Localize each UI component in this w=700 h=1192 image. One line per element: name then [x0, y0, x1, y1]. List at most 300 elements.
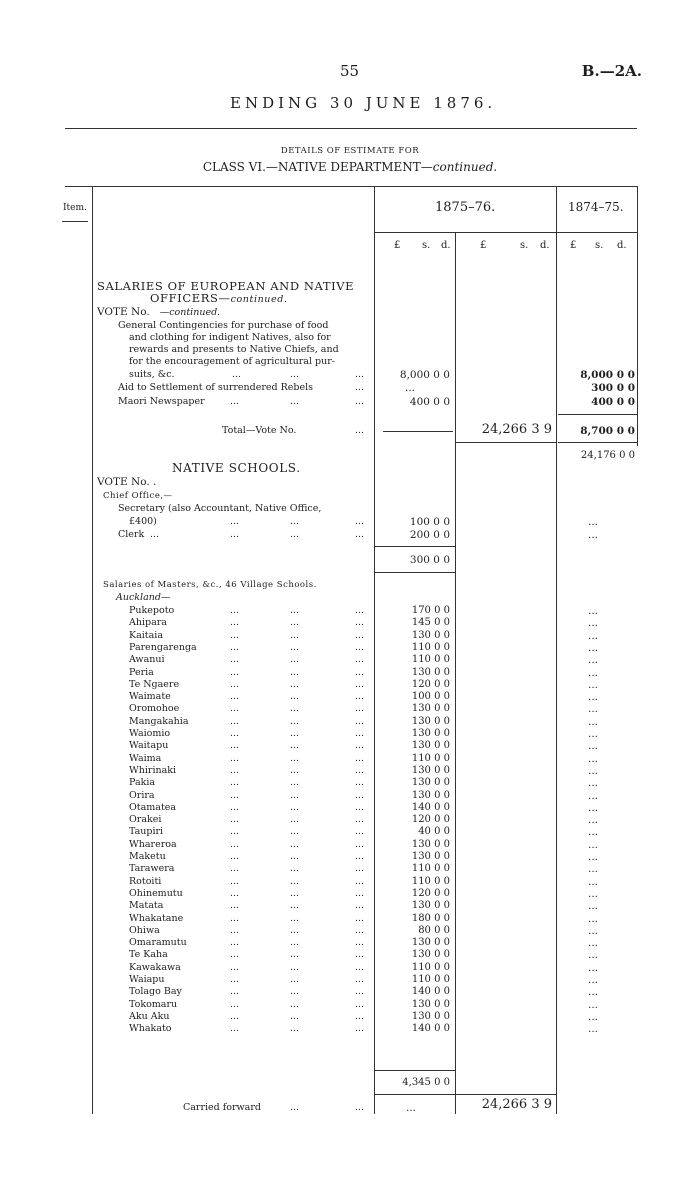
- carried-forward-mid: ...: [406, 1102, 417, 1114]
- leader-dots: ...: [290, 961, 300, 973]
- school-amount: 40 0 0: [418, 826, 450, 838]
- general-contingencies-line: for the encouragement of agricultural pur-: [129, 356, 335, 367]
- school-name: Whirinaki: [129, 764, 177, 776]
- school-amount: 110 0 0: [411, 875, 450, 887]
- prev-year-dots: ...: [588, 629, 599, 642]
- leader-dots: ...: [230, 777, 240, 789]
- school-name: Te Ngaere: [129, 678, 180, 690]
- current-year-header: 1875–76.: [435, 200, 496, 215]
- school-name: Waima: [129, 752, 162, 764]
- school-name: Tarawera: [129, 863, 175, 875]
- office-subtotal-rule: [375, 546, 455, 547]
- period-ending: ENDING 30 JUNE 1876.: [230, 94, 497, 112]
- aid-to-settlement-label: Aid to Settlement of surrendered Rebels: [118, 382, 314, 393]
- leader-dots: ...: [355, 924, 365, 936]
- prev-year-dots: ...: [588, 789, 599, 802]
- school-name: Taupiri: [129, 826, 164, 838]
- secretary-amount: 100 0 0: [409, 516, 450, 528]
- leader-dots: ...: [355, 887, 365, 899]
- vote-number: VOTE No. —continued.: [97, 306, 221, 318]
- document-reference: B.—2A.: [581, 62, 642, 80]
- school-amount: 130 0 0: [411, 666, 450, 678]
- school-name: Mangakahia: [129, 715, 189, 727]
- leader-dots: ...: [290, 1010, 300, 1022]
- leader-dots: ...: [355, 961, 365, 973]
- leader-dots: ...: [290, 937, 300, 949]
- newspaper-amount: 400 0 0: [409, 396, 450, 408]
- leader-dots: ...: [230, 529, 240, 540]
- leader-dots: ...: [230, 924, 240, 936]
- pence-header: d.: [441, 240, 451, 251]
- school-name: Waimate: [129, 691, 171, 703]
- leader-dots: ...: [230, 641, 240, 653]
- leader-dots: ...: [290, 715, 300, 727]
- school-name: Omaramutu: [129, 937, 187, 949]
- total-vote-label: Total—Vote No.: [222, 425, 297, 436]
- office-subtotal-amount: 300 0 0: [409, 554, 450, 566]
- school-name: Rotoiti: [129, 875, 162, 887]
- pence-header: d.: [540, 240, 550, 251]
- school-name: Kaitaia: [129, 629, 163, 641]
- leader-dots: ...: [355, 900, 365, 912]
- prev-year-dots: ...: [588, 752, 599, 765]
- prev-year-dots: ...: [588, 703, 599, 716]
- leader-dots: ...: [230, 740, 240, 752]
- leader-dots: ...: [290, 801, 300, 813]
- class-heading: CLASS VI.—NATIVE DEPARTMENT—continued.: [202, 160, 498, 174]
- leader-dots: ...: [230, 1010, 240, 1022]
- leader-dots: ...: [290, 949, 300, 961]
- table-top-rule: [65, 186, 637, 187]
- leader-dots: ...: [290, 1102, 300, 1113]
- school-name: Otamatea: [129, 801, 177, 813]
- leader-dots: ...: [230, 396, 240, 407]
- prev-year-dots: ...: [588, 605, 599, 617]
- amount-column-rule: [374, 186, 375, 1114]
- prev-year-dots: ...: [588, 961, 599, 974]
- prev-year-dots: ...: [588, 838, 599, 851]
- leader-dots: ...: [230, 752, 240, 764]
- leader-dots: ...: [290, 851, 300, 862]
- shilling-header: s.: [422, 240, 431, 251]
- leader-dots: ...: [230, 715, 240, 727]
- shilling-header: s.: [520, 240, 529, 251]
- masters-salaries-heading: Salaries of Masters, &c., 46 Village Schools.: [103, 580, 317, 590]
- school-name: Matata: [129, 900, 164, 912]
- carried-forward-label: Carried forward: [183, 1102, 261, 1113]
- school-name: Ohiwa: [129, 924, 160, 936]
- leader-dots: ...: [230, 703, 240, 715]
- leader-dots: ...: [355, 937, 365, 949]
- pound-header: £: [394, 240, 401, 251]
- general-contingencies-line: and clothing for indigent Natives, also for: [129, 332, 331, 343]
- prev-year-dots: ...: [588, 666, 599, 679]
- school-name: Waiomio: [129, 728, 171, 739]
- leader-dots: ...: [355, 1010, 365, 1022]
- prev-year-dots: ...: [588, 740, 599, 753]
- school-name: Awanui: [129, 654, 165, 666]
- leader-dots: ...: [355, 801, 365, 813]
- leader-dots: ...: [355, 516, 365, 527]
- school-name: Whareroa: [129, 838, 177, 850]
- shilling-header: s.: [595, 240, 604, 251]
- prev-year-dots: ...: [588, 912, 599, 925]
- leader-dots: ...: [290, 912, 300, 924]
- leader-dots: ...: [355, 605, 365, 616]
- leader-dots: ...: [230, 1023, 240, 1035]
- leader-dots: ...: [355, 529, 365, 540]
- school-amount: 140 0 0: [411, 986, 450, 998]
- leader-dots: ...: [290, 777, 300, 789]
- prev-year-dots: ...: [588, 764, 599, 777]
- prev-year-dots: ...: [588, 826, 599, 839]
- school-name: Peria: [129, 666, 154, 678]
- leader-dots: ...: [290, 752, 300, 764]
- school-name: Waitapu: [129, 740, 169, 752]
- leader-dots: ...: [230, 764, 240, 776]
- leader-dots: ...: [355, 666, 365, 678]
- prev-year-dots: ...: [588, 974, 599, 986]
- school-amount: 110 0 0: [411, 961, 450, 973]
- schools-subtotal-underline: [375, 1094, 455, 1095]
- school-amount: 130 0 0: [411, 740, 450, 752]
- school-name: Pakia: [129, 777, 156, 789]
- leader-dots: ...: [355, 875, 365, 887]
- leader-dots: ...: [290, 998, 300, 1010]
- school-amount: 180 0 0: [411, 912, 450, 924]
- school-amount: 130 0 0: [411, 851, 450, 862]
- prev-year-dots: ...: [588, 641, 599, 654]
- prev-year-dots: ...: [588, 875, 599, 888]
- prev-year-dots: ...: [588, 777, 599, 790]
- prev-year-dots: ...: [588, 1023, 599, 1036]
- school-name: Oromohoe: [129, 703, 180, 715]
- previous-year-header: 1874–75.: [568, 200, 624, 214]
- leader-dots: ...: [290, 617, 300, 629]
- prev-year-dots: ...: [588, 998, 599, 1011]
- leader-dots: ...: [230, 961, 240, 973]
- school-name: Tolago Bay: [129, 986, 182, 998]
- pound-header: £: [480, 240, 487, 251]
- school-amount: 120 0 0: [411, 887, 450, 899]
- office-subtotal-underline: [375, 572, 455, 573]
- leader-dots: ...: [230, 900, 240, 912]
- leader-dots: ...: [230, 629, 240, 641]
- schools-subtotal-rule: [375, 1070, 455, 1071]
- school-amount: 170 0 0: [411, 605, 450, 616]
- clerk-label: Clerk: [118, 529, 145, 540]
- leader-dots: ...: [355, 838, 365, 850]
- school-amount: 120 0 0: [411, 814, 450, 826]
- leader-dots: ...: [230, 949, 240, 961]
- prev-year-dots: ...: [588, 529, 599, 541]
- leader-dots: ...: [230, 912, 240, 924]
- leader-dots: ...: [355, 814, 365, 826]
- leader-dots: ...: [230, 986, 240, 998]
- year-underline: [375, 232, 556, 233]
- leader-dots: ...: [230, 617, 240, 629]
- leader-dots: ...: [230, 887, 240, 899]
- leader-dots: ...: [290, 838, 300, 850]
- school-amount: 80 0 0: [418, 924, 450, 936]
- prev-year-left-rule: [556, 186, 557, 1114]
- school-amount: 130 0 0: [411, 764, 450, 776]
- details-heading: DETAILS OF ESTIMATE FOR: [280, 146, 420, 156]
- leader-dots: ...: [355, 629, 365, 641]
- general-contingencies-amount: 8,000 0 0: [399, 369, 450, 381]
- school-name: Kawakawa: [129, 961, 181, 973]
- leader-dots: ...: [355, 777, 365, 789]
- leader-dots: ...: [355, 949, 365, 961]
- prev-year-dots: ...: [588, 678, 599, 691]
- prev-year-dots: ...: [588, 728, 599, 740]
- leader-dots: ...: [290, 764, 300, 776]
- school-amount: 140 0 0: [411, 801, 450, 813]
- leader-dots: ...: [355, 912, 365, 924]
- leader-dots: ...: [355, 691, 365, 703]
- leader-dots: ...: [230, 826, 240, 838]
- leader-dots: ...: [355, 617, 365, 629]
- total-dash-rule: [383, 431, 453, 432]
- leader-dots: ...: [230, 875, 240, 887]
- leader-dots: ...: [355, 764, 365, 776]
- prev-year-underline: [557, 232, 637, 233]
- total-underline: [455, 442, 556, 443]
- leader-dots: ...: [230, 974, 240, 985]
- leader-dots: ...: [290, 666, 300, 678]
- leader-dots: ...: [290, 863, 300, 875]
- leader-dots: ...: [355, 1023, 365, 1035]
- school-name: Pukepoto: [129, 605, 175, 616]
- prev-year-right-rule: [637, 186, 638, 446]
- leader-dots: ...: [355, 1102, 365, 1113]
- school-name: Orira: [129, 789, 155, 801]
- prev-year-dots: ...: [588, 715, 599, 728]
- school-amount: 130 0 0: [411, 998, 450, 1010]
- secretary-label: Secretary (also Accountant, Native Office,: [118, 503, 322, 514]
- leader-dots: ...: [355, 678, 365, 690]
- clerk-amount: 200 0 0: [409, 529, 450, 541]
- school-name: Waiapu: [129, 974, 165, 985]
- leader-dots: ...: [355, 728, 365, 739]
- leader-dots: ...: [230, 801, 240, 813]
- pence-header: d.: [617, 240, 627, 251]
- schools-subtotal-amount: 4,345 0 0: [402, 1077, 450, 1088]
- school-amount: 130 0 0: [411, 838, 450, 850]
- school-amount: 130 0 0: [411, 629, 450, 641]
- prev-year-dots: ...: [588, 887, 599, 900]
- school-name: Whakato: [129, 1023, 172, 1035]
- item-column-header: Item.: [63, 203, 87, 213]
- leader-dots: ...: [290, 605, 300, 616]
- leader-dots: ...: [230, 937, 240, 949]
- leader-dots: ...: [290, 654, 300, 666]
- leader-dots: ...: [290, 875, 300, 887]
- prev-year-dots: ...: [588, 900, 599, 913]
- leader-dots: ...: [355, 851, 365, 862]
- prev-year-dots: ...: [588, 801, 599, 814]
- native-schools-vote-number: VOTE No. .: [97, 476, 157, 488]
- secretary-salary-label: £400): [129, 516, 157, 527]
- prev-aid-amount: 300 0 0: [591, 382, 635, 394]
- leader-dots: ...: [290, 641, 300, 653]
- leader-dots: ...: [355, 986, 365, 998]
- leader-dots: ...: [290, 516, 300, 527]
- school-amount: 130 0 0: [411, 937, 450, 949]
- region-auckland: Auckland—: [116, 592, 171, 603]
- leader-dots: ...: [230, 998, 240, 1010]
- leader-dots: ...: [290, 974, 300, 985]
- prev-year-dots: ...: [588, 937, 599, 950]
- school-amount: 110 0 0: [411, 654, 450, 666]
- school-amount: 130 0 0: [411, 900, 450, 912]
- leader-dots: ...: [230, 851, 240, 862]
- leader-dots: ...: [355, 641, 365, 653]
- general-contingencies-line: General Contingencies for purchase of food: [118, 320, 329, 331]
- school-name: Whakatane: [129, 912, 184, 924]
- leader-dots: ...: [355, 998, 365, 1010]
- leader-dots: ...: [230, 838, 240, 850]
- school-amount: 130 0 0: [411, 715, 450, 727]
- school-name: Aku Aku: [129, 1010, 170, 1022]
- leader-dots: ...: [355, 425, 365, 436]
- leader-dots: ...: [290, 678, 300, 690]
- leader-dots: ...: [355, 369, 365, 380]
- leader-dots: ...: [230, 678, 240, 690]
- school-amount: 130 0 0: [411, 789, 450, 801]
- prev-year-dots: ...: [588, 1010, 599, 1023]
- leader-dots: ...: [230, 691, 240, 703]
- maori-newspaper-label: Maori Newspaper: [118, 396, 205, 407]
- school-amount: 130 0 0: [411, 728, 450, 739]
- salaries-heading-line2: OFFICERS—continued.: [150, 291, 288, 305]
- prev-total-rule: [558, 442, 637, 443]
- school-amount: 120 0 0: [411, 678, 450, 690]
- general-contingencies-line: rewards and presents to Native Chiefs, and: [129, 344, 339, 355]
- leader-dots: ...: [355, 974, 365, 985]
- leader-dots: ...: [355, 382, 365, 393]
- leader-dots: ...: [230, 863, 240, 875]
- prev-year-dots: ...: [588, 654, 599, 667]
- leader-dots: ...: [355, 396, 365, 407]
- school-amount: 130 0 0: [411, 949, 450, 961]
- leader-dots: ...: [355, 703, 365, 715]
- carried-forward-amount: 24,266 3 9: [481, 1097, 552, 1112]
- leader-dots: ...: [355, 863, 365, 875]
- leader-dots: ...: [290, 826, 300, 838]
- leader-dots: ...: [230, 666, 240, 678]
- school-name: Parengarenga: [129, 641, 197, 653]
- leader-dots: ...: [230, 814, 240, 826]
- leader-dots: ...: [290, 396, 300, 407]
- school-name: Ohinemutu: [129, 887, 183, 899]
- school-amount: 110 0 0: [411, 641, 450, 653]
- leader-dots: ...: [290, 1023, 300, 1035]
- page-number: 55: [340, 62, 360, 80]
- leader-dots: ...: [230, 605, 240, 616]
- prev-newspaper-amount: 400 0 0: [591, 396, 635, 408]
- leader-dots: ...: [290, 691, 300, 703]
- general-contingencies-line: suits, &c.: [129, 369, 175, 380]
- leader-dots: ...: [290, 369, 300, 380]
- leader-dots: ...: [290, 900, 300, 912]
- prev-year-dots: ...: [588, 924, 599, 937]
- prev-year-dots: ...: [588, 617, 599, 630]
- carried-forward-top-rule: [455, 1094, 556, 1095]
- school-name: Orakei: [129, 814, 162, 826]
- school-amount: 140 0 0: [411, 1023, 450, 1035]
- school-amount: 130 0 0: [411, 1010, 450, 1022]
- prev-year-dots: ...: [588, 863, 599, 876]
- leader-dots: ...: [290, 789, 300, 801]
- prev-year-dots: ...: [588, 814, 599, 827]
- leader-dots: ...: [355, 826, 365, 838]
- leader-dots: ...: [355, 752, 365, 764]
- leader-dots: ...: [150, 529, 160, 540]
- leader-dots: ...: [290, 887, 300, 899]
- school-name: Maketu: [129, 851, 166, 862]
- school-amount: 130 0 0: [411, 703, 450, 715]
- leader-dots: ...: [355, 654, 365, 666]
- leader-dots: ...: [290, 986, 300, 998]
- school-amount: 145 0 0: [411, 617, 450, 629]
- leader-dots: ...: [355, 789, 365, 801]
- prev-grand-total: 24,176 0 0: [580, 450, 635, 461]
- leader-dots: ...: [232, 369, 242, 380]
- header-rule: [65, 128, 637, 129]
- aid-amount: ...: [405, 382, 416, 394]
- school-name: Ahipara: [129, 617, 167, 629]
- leader-dots: ...: [290, 728, 300, 739]
- school-amount: 100 0 0: [411, 691, 450, 703]
- prev-year-dots: ...: [588, 851, 599, 863]
- school-name: Te Kaha: [129, 949, 168, 961]
- school-amount: 130 0 0: [411, 777, 450, 789]
- prev-year-dots: ...: [588, 691, 599, 704]
- school-amount: 110 0 0: [411, 752, 450, 764]
- leader-dots: ...: [290, 703, 300, 715]
- prev-subtotal-rule: [558, 414, 637, 415]
- leader-dots: ...: [230, 654, 240, 666]
- item-underline: [62, 221, 88, 222]
- prev-year-dots: ...: [588, 986, 599, 999]
- prev-year-dots: ...: [588, 516, 599, 528]
- leader-dots: ...: [290, 629, 300, 641]
- leader-dots: ...: [290, 924, 300, 936]
- subcolumn-rule: [455, 232, 456, 1114]
- school-name: Tokomaru: [129, 998, 178, 1010]
- pound-header: £: [570, 240, 577, 251]
- native-schools-heading: NATIVE SCHOOLS.: [172, 461, 301, 475]
- leader-dots: ...: [355, 715, 365, 727]
- leader-dots: ...: [355, 740, 365, 752]
- leader-dots: ...: [290, 740, 300, 752]
- chief-office-label: Chief Office,—: [103, 491, 173, 501]
- prev-year-dots: ...: [588, 949, 599, 962]
- item-column-rule: [92, 186, 93, 1114]
- leader-dots: ...: [230, 728, 240, 739]
- total-vote-amount: 24,266 3 9: [481, 422, 552, 437]
- leader-dots: ...: [230, 789, 240, 801]
- leader-dots: ...: [290, 814, 300, 826]
- prev-general-contingencies-amount: 8,000 0 0: [580, 369, 635, 381]
- leader-dots: ...: [290, 529, 300, 540]
- prev-total-amount: 8,700 0 0: [580, 425, 635, 437]
- school-amount: 110 0 0: [411, 863, 450, 875]
- school-amount: 110 0 0: [411, 974, 450, 985]
- salaries-heading: SALARIES OF EUROPEAN AND NATIVE: [97, 279, 355, 293]
- leader-dots: ...: [230, 516, 240, 527]
